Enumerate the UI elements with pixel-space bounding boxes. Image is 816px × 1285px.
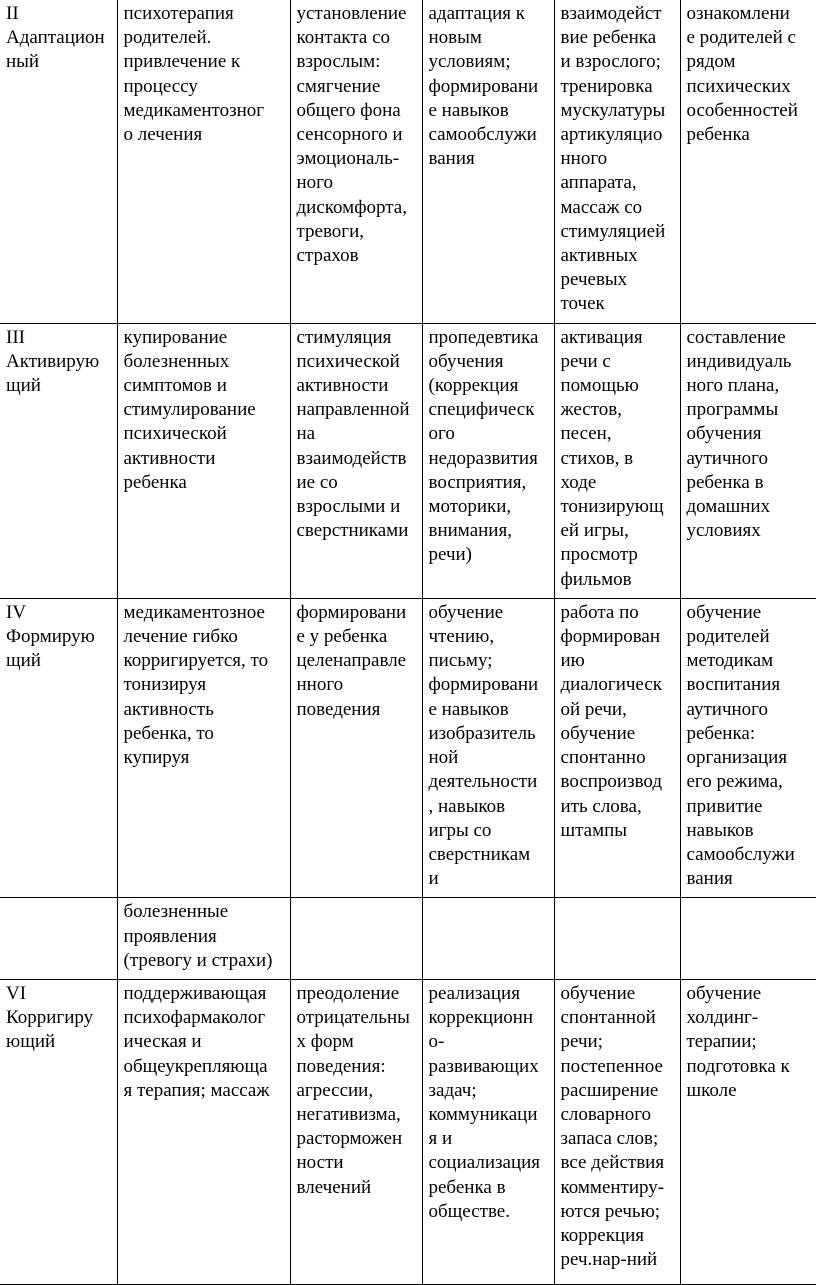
stage-cell — [0, 898, 117, 980]
table-cell: медикаментозное лечение гибко корригируется, то тонизируя активность ребенка, то купируя — [117, 598, 290, 897]
table-cell: купирование болезненных симптомов и стимулирование психической активности ребенка — [117, 323, 290, 598]
table-cell: формировани е у ребенка целенаправле нного поведения — [290, 598, 422, 897]
table-cell: составление индивидуаль ного плана, программы обучения аутичного ребенка в домашних условиях — [680, 323, 816, 598]
table-row — [0, 979, 816, 1284]
table-cell: взаимодейст вие ребенка и взрослого; тренировка мускулатуры артикуляцио нного аппарата, массаж со стимуляцией активных речевых точек — [554, 0, 680, 323]
stage-cell: VI Корригиру ющий — [0, 979, 117, 1284]
table-cell: стимуляция психической активности направленной на взаимодейств ие со взрослыми и сверстниками — [290, 323, 422, 598]
table-cell: болезненные проявления (тревогу и страхи) — [117, 898, 290, 980]
table-cell: адаптация к новым условиям; формировани е навыков самообслужи вания — [422, 0, 554, 323]
table-cell — [680, 898, 816, 980]
stage-cell: II Адаптацион ный — [0, 0, 117, 323]
stage-cell: IV Формирую щий — [0, 598, 117, 897]
table-cell — [554, 898, 680, 980]
table-cell: ознакомлени е родителей с рядом психических особенностей ребенка — [680, 0, 816, 323]
table-cell: установление контакта со взрослым: смягчение общего фона сенсорного и эмоциональ- ного дискомфорта, тревоги, страхов — [290, 0, 422, 323]
table-cell: обучение чтению, письму; формировани е навыков изобразитель ной деятельности , навыков игры со сверстникам и — [422, 598, 554, 897]
table-cell: психотерапия родителей. привлечение к процессу медикаментозног о лечения — [117, 0, 290, 323]
table-row — [0, 898, 816, 980]
table-row — [0, 0, 816, 323]
table-cell: реализация коррекционн о- развивающих задач; коммуникаци я и социализация ребенка в обществе. — [422, 979, 554, 1284]
table-cell: обучение спонтанной речи; постепенное расширение словарного запаса слов; все действия комментиру- ются речью; коррекция реч.нар-ний — [554, 979, 680, 1284]
table-row — [0, 598, 816, 897]
stage-cell: III Активирую щий — [0, 323, 117, 598]
table-cell: обучение родителей методикам воспитания аутичного ребенка: организация его режима, привитие навыков самообслужи вания — [680, 598, 816, 897]
table-cell: активация речи с помощью жестов, песен, стихов, в ходе тонизирующ ей игры, просмотр фильмов — [554, 323, 680, 598]
table-cell — [290, 898, 422, 980]
table-cell: пропедевтика обучения (коррекция специфическ ого недоразвития восприятия, моторики, внимания, речи) — [422, 323, 554, 598]
table-cell — [422, 898, 554, 980]
table-row — [0, 323, 816, 598]
table-cell: работа по формирован ию диалогическ ой речи, обучение спонтанно воспроизвод ить слова, штампы — [554, 598, 680, 897]
table-cell: обучение холдинг- терапии; подготовка к школе — [680, 979, 816, 1284]
table-cell: преодоление отрицательны х форм поведения: агрессии, негативизма, расторможен ности влечений — [290, 979, 422, 1284]
table-cell: поддерживающая психофармаколог ическая и общеукрепляюща я терапия; массаж — [117, 979, 290, 1284]
